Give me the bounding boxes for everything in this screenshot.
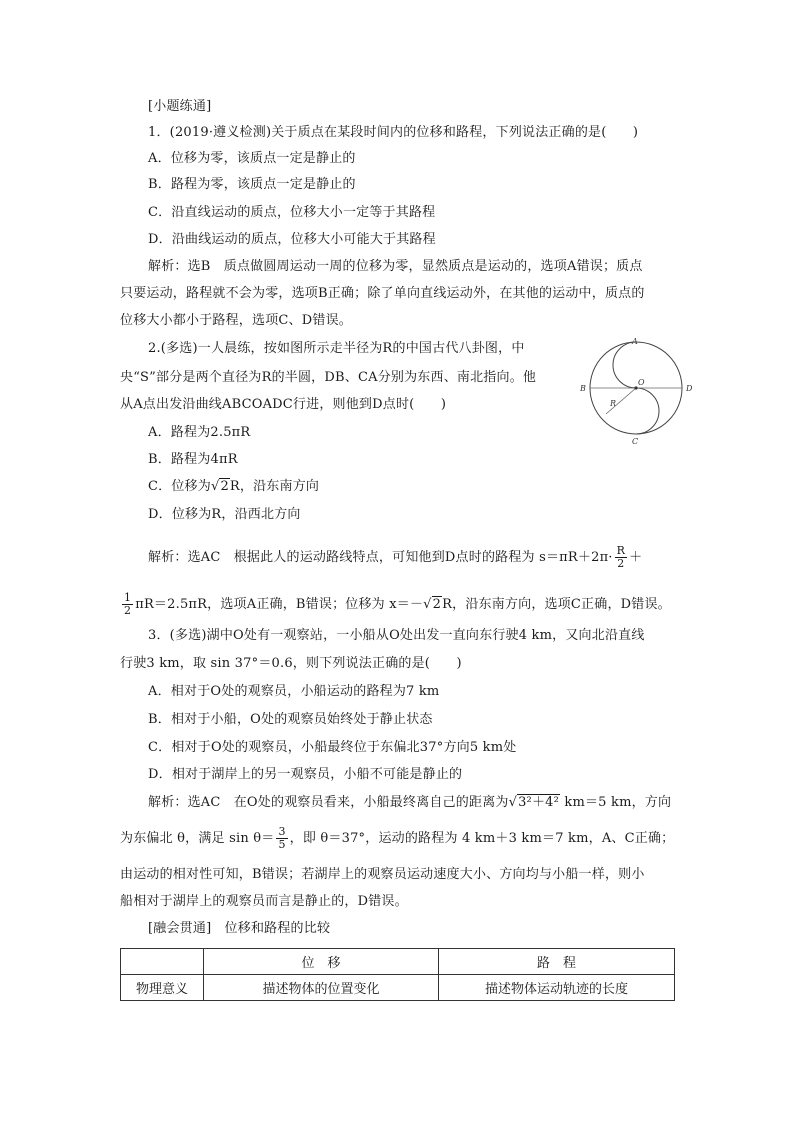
bagua-diagram (576, 336, 726, 448)
q2-stem-line-3: 从A点出发沿曲线ABCOADC行进，则他到D点时( ) (120, 397, 447, 412)
q3-analysis-l1-suffix: km＝5 km，方向 (560, 795, 672, 810)
q3-option-b: B．相对于小船，O处的观察员始终处于静止状态 (148, 712, 433, 727)
table-header-row (121, 949, 675, 975)
q1-option-a: A．位移为零，该质点一定是静止的 (148, 151, 356, 166)
q2-option-c-prefix: C．位移为 (148, 479, 211, 494)
q3-option-d: D．相对于湖岸上的另一观察员，小船不可能是静止的 (148, 767, 463, 782)
q2-l1-frac-num: R (616, 544, 626, 557)
q3-l2-frac-num: 3 (278, 825, 286, 838)
q3-analysis-l1-radicand: 3²＋4² (518, 795, 560, 810)
table-header-cell (121, 949, 204, 975)
summary-title: [融会贯通] 位移和路程的比较 (148, 921, 331, 936)
q2-option-a: A．路程为2.5πR (148, 425, 251, 440)
q2-analysis-l1-suffix: ＋ (629, 550, 643, 565)
table-cell: 描述物体运动轨迹的长度 (439, 975, 675, 1001)
comparison-table (120, 948, 675, 1001)
table-row (121, 975, 675, 1001)
q3-analysis-line-3: 由运动的相对性可知，B错误；若湖岸上的观察员运动速度大小、方向均与小船一样，则小 (120, 867, 645, 882)
q3-analysis-line-1 (148, 794, 671, 812)
table-header-cell: 位 移 (204, 949, 439, 975)
q3-analysis-l2-text: 为东偏北 θ，满足 sin θ＝ (120, 831, 275, 846)
q2-analysis-line-2: $\frac{1}{2}$ πR＝2.5πR，选项A正确，B错误；位移为 x＝－√2R，沿东南方向，选项C正确，D错误。 (124, 591, 671, 617)
q3-analysis-l2-fraction (276, 826, 287, 851)
q2-analysis-l2-suffix: R，沿东南方向，选项C正确，D错误。 (442, 597, 671, 612)
q2-option-b: B．路程为4πR (148, 452, 238, 467)
q2-analysis-l2-sqrt: √2 (423, 597, 442, 612)
q2-analysis-line-1 (148, 545, 642, 570)
q2-option-c-radicand: 2 (220, 479, 229, 494)
table-cell: 描述物体的位置变化 (204, 975, 439, 1001)
q3-option-a: A．相对于O处的观察员，小船运动的路程为7 km (148, 684, 440, 699)
q3-analysis-line-2 (120, 826, 674, 851)
q3-option-c: C．相对于O处的观察员，小船最终位于东偏北37°方向5 km处 (148, 740, 517, 755)
label-d: D (686, 384, 693, 393)
q1-option-c: C．沿直线运动的质点，位移大小一定等于其路程 (148, 205, 436, 220)
q3-stem-line-1: 3．(多选)湖中O处有一观察站，一小船从O处出发一直向东行驶4 km，又向北沿直线 (148, 628, 645, 643)
q1-analysis-line-1: 解析：选B 质点做圆周运动一周的位移为零，显然质点是运动的，选项A错误；质点 (148, 259, 643, 274)
table-header-cell: 路 程 (439, 949, 675, 975)
q2-analysis-l1-text: 解析：选AC 根据此人的运动路线特点，可知他到D点时的路程为 s＝πR＋2π· (148, 550, 613, 565)
q2-analysis-l2-radicand: 2 (432, 597, 442, 612)
label-o: O (638, 378, 645, 387)
section-header: [小题练通] (148, 99, 212, 114)
q2-analysis-l2-fraction (122, 592, 133, 617)
q3-stem-line-2: 行驶3 km，取 sin 37°＝0.6，则下列说法正确的是( ) (120, 656, 462, 671)
q3-l2-frac-den: 5 (278, 838, 286, 851)
label-b: B (580, 384, 586, 393)
q2-stem-line-2: 央“S”部分是两个直径为R的半圆，DB、CA分别为东西、南北指向。他 (120, 370, 537, 385)
q1-option-d: D．沿曲线运动的质点，位移大小可能大于其路程 (148, 232, 436, 247)
q2-l1-frac-den: 2 (617, 557, 625, 570)
q2-option-c-suffix: R，沿东南方向 (229, 479, 320, 494)
q1-option-b: B．路程为零，该质点一定是静止的 (148, 177, 356, 192)
q3-analysis-line-4: 船相对于湖岸上的观察员而言是静止的，D错误。 (120, 894, 408, 909)
q2-option-c (148, 478, 319, 496)
label-r: R (610, 399, 617, 408)
q3-analysis-l1-sqrt: √3²＋4² (508, 795, 560, 810)
q2-option-d: D．位移为R，沿西北方向 (148, 507, 301, 522)
q3-analysis-l1-text: 解析：选AC 在O处的观察员看来，小船最终离自己的距离为 (148, 795, 509, 810)
table-cell: 物理意义 (121, 975, 204, 1001)
label-a: A (632, 337, 638, 346)
q1-analysis-line-2: 只要运动，路程就不会为零，选项B正确；除了单向直线运动外，在其他的运动中，质点的 (120, 286, 645, 301)
label-c: C (632, 437, 639, 446)
q3-analysis-l2-suffix: ，即 θ＝37°，运动的路程为 4 km＋3 km＝7 km，A、C正确； (289, 831, 675, 846)
q2-analysis-l2-text: πR＝2.5πR，选项A正确，B错误；位移为 x＝ (135, 597, 410, 612)
q1-analysis-line-3: 位移大小都小于路程，选项C、D错误。 (120, 313, 352, 328)
q2-l2-frac-den: 2 (124, 604, 132, 617)
q2-stem-line-1: 2.(多选)一人晨练，按如图所示走半径为R的中国古代八卦图，中 (148, 341, 525, 356)
q1-stem: 1．(2019·遵义检测)关于质点在某段时间内的位移和路程，下列说法正确的是( ) (148, 125, 639, 140)
q2-option-c-sqrt: √2 (210, 479, 229, 494)
q2-analysis-l1-fraction (615, 545, 627, 570)
q2-l2-frac-num: 1 (124, 591, 132, 604)
